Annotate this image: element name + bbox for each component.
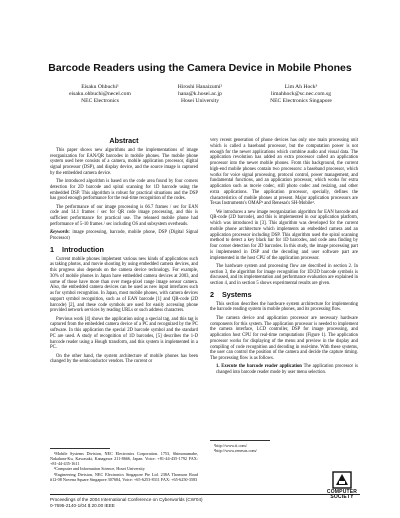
right-column: [210, 138, 358, 376]
section-number: 1: [50, 244, 54, 254]
footnote: ¹Mobile Systems Division, NEC Electronics Corporation. 1753, Shimonumabe, Nakahara-Ku, Kawasaki, Kanagawa 211-8666, Japan. Voice: +81-44-435-1792 FAX: +81-44-435-1611: [50, 450, 198, 466]
body-paragraph: very recent generation of phone devices has only one main processing unit which is called a baseband processor, but the computation power is not enough for the newer applications which combine audio and visual data. The application revolution has added an extra processor called an application processor into the newer mobile phones. From this background, the current high-end mobile phones contain two processors: a baseband processor, which works for voice signal processing, protocol control, power management, and fundamental functions, and an application processor, which works for extra application such as movie codec, still photo codec and resizing, and other extra applications. The application processor, specially, defines the characteristics of mobile phones at present. Major application processors are Texas Instruments's OMAP¹ and Renesas's SH-Mobile².: [210, 138, 358, 207]
author-1: [52, 84, 148, 105]
abstract-paragraph: The performance of our image processing is 66.7 frames / sec for EAN code and 14.1 frames / sec for QR code image processing, and this is sufficient performance for practical use. The released mobile phone had performance of 5-10 frames / sec including OS and subsystem overheads.: [50, 204, 198, 227]
footnote: ³Engineering Division, NEC Electronics Singapore Pte Ltd. 238A Thomson Road #12-08 Novena Square Singapore 307684, Voice: +65-6253-8311 FAX: +65-6250-3583: [50, 471, 198, 482]
logo-text-line: SOCIETY: [330, 494, 354, 501]
section-2-heading: [210, 289, 358, 299]
body-paragraph: This section describes the hardware system architecture for implementing the barcode reading system in mobile phones, and its processing flow.: [210, 301, 358, 313]
logo-text-line: COMPUTER: [326, 489, 358, 495]
section-title: Introduction: [62, 244, 104, 254]
author-name: Lim Ah Hock³: [284, 84, 318, 90]
author-3: [246, 84, 356, 105]
author-affiliation: NEC Electronics Singapore: [270, 98, 332, 104]
keywords-text: : image processing, barcode, mobile phone, DSP (Digital Signal Processor): [50, 230, 198, 242]
proceedings-line: 0-7695-2140-1/04 $ 20.00 IEEE: [50, 502, 115, 508]
list-item: [216, 364, 358, 376]
author-affiliation: NEC Electronics: [81, 98, 119, 104]
body-paragraph: On the other hand, the system architecture of mobile phones has been changed by the semiconductor vendors. The current or: [50, 353, 198, 365]
author-2: [152, 84, 248, 105]
section-1-heading: [50, 244, 198, 254]
footnote-url: ¹http://www.ti.com/: [214, 442, 247, 448]
list-item-text: The application processor is changed into barcode reader mode by user menu selection.: [216, 364, 358, 376]
author-email: hana@k.hosei.ac.jp: [178, 91, 222, 97]
keywords-label: Keywords: [50, 230, 69, 236]
section-title: Systems: [222, 289, 252, 299]
computer-society-emblem-icon: [331, 470, 353, 490]
proceedings-line: Proceedings of the 2004 International Conference on Cyberworlds (CW'04): [50, 497, 203, 502]
footnote-rule: [50, 448, 110, 449]
abstract-paragraph: This paper shows new algorithms and the implementations of image reorganization for EAN/QR barcodes in mobile phones. The mobile phone system used here consists of a camera, mobile application processor, digital signal processor (DSP), and display device, and the source image is captured by the embedded camera device.: [50, 147, 198, 176]
body-paragraph: The hardware system and processing flow are described in section 2. In section 3, the algorithm for image recognition for 1D/2D barcode symbols is discussed, and its implementation and performance evaluation are explained in section 4, and in section 5 shows experimental results are given.: [210, 263, 358, 287]
body-paragraph: The camera device and application processor are necessary hardware components for this system. The application processor is needed to implement the camera interface, LCD controller, DSP for image processing, and application host CPU for real-time computations (Figure 1). The application processor works for displaying of the menu and preview in the display and compiling of code recognition and decoding in real-time. With these systems, the user can control the position of the camera and decide the capture timing. The processing flow is as follows.: [210, 315, 358, 362]
left-column: [50, 138, 198, 368]
footnote-url: ²http://www.renesas.com/: [214, 447, 257, 453]
body-paragraph: We introduces a new image reorganization algorithm for EAN barcode and QR-code (2D barcode), and this is implemented in our application platform, which was introduced in [3]. This algorithm was developed for the current mobile phone architecture which implements an embedded camera and an application processor including DSP. This algorithm used the spiral scanning method to detect a key black bar for 1D barcodes, and code area finding by four corner detection for 2D barcodes. In this study, the image processing part is implemented in DSP and the decoding and user software part are implemented in the host CPU of the application processor.: [210, 209, 358, 261]
footnote-rule: [210, 440, 270, 441]
author-name: Eisaku Ohbuchi¹: [81, 84, 119, 90]
footer-rule: [50, 494, 360, 495]
abstract-heading: Abstract: [109, 136, 139, 145]
abstract-paragraph: The introduced algorithm is based on the code area found by four corners detection for 2D barcode and spiral scanning for 1D barcode using the embedded DSP. This algorithm is robust for practical situations and the DSP has good enough performance for the real-time recognition of the codes.: [50, 179, 198, 202]
footnote: ²Computer and Information Science, Hosei University: [54, 466, 145, 472]
keywords: [50, 230, 198, 242]
proceedings-footer: [50, 497, 203, 508]
body-paragraph: Previous work [4] shows the application using a special tag, and this tag is captured from the embedded camera device of a PC and recognized by the PC software. In this application the special 2D barcode symbol and the standard PC are used. A study of recognition of 1D barcodes, [5] describes the 1-D barcode reader using a Hough transform, and this system is implemented in a PC.: [50, 316, 198, 351]
body-paragraph: Current mobile phones implement various new kinds of applications such as taking photos, and movie shooting by using embedded camera devices, and this progress also depends on the camera device technology. For example, 30% of mobile phones in Japan have embedded camera devices at 2003, and some of those have more than over mega-pixel range image sensor camera. Also, the embedded camera devices can be used as new input interfaces such as for symbol recognition. In Japan, most mobile phones, with camera devices support symbol recognition, such as of EAN barcode [1] and QR-code (2D barcode) [2], and these code symbols are used for easily accessing phone provided network services by reading URLs or such address characters.: [50, 256, 198, 314]
section-number: 2: [210, 289, 214, 299]
author-email: limahhock@sc.nec.com.sg: [271, 91, 331, 97]
author-affiliation: Hosei University: [180, 98, 220, 104]
right-footnotes: [210, 440, 358, 453]
footnotes: [50, 448, 198, 482]
paper-title: Barcode Readers using the Camera Device in Mobile Phones: [48, 62, 352, 74]
author-name: Hiroshi Hanaizumi²: [177, 84, 223, 90]
computer-society-logo: [322, 470, 362, 501]
author-email: eisaku.ohbuchi@necel.com: [69, 91, 131, 97]
list-item-label: 1. Execute the barcode reader application: [216, 364, 302, 370]
